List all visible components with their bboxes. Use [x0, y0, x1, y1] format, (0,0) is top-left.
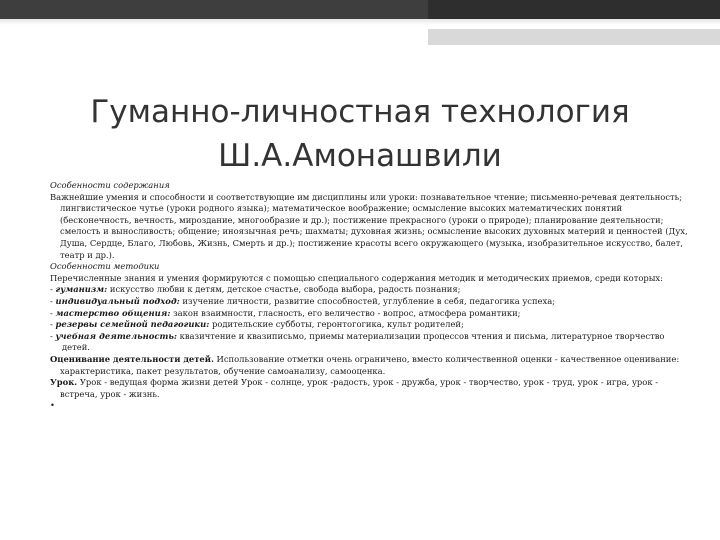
slide-body: [50, 180, 690, 412]
title-line-1: Гуманно-личностная технология: [90, 94, 630, 130]
empty-bullet: •: [50, 400, 55, 411]
content-heading: Особенности содержания: [50, 180, 170, 190]
list-text: искусство любви к детям, детское счастье, свобода выбора, радость познания;: [107, 284, 461, 295]
list-item: [50, 284, 690, 296]
assessment-label: Оценивание деятельности детей.: [50, 353, 214, 364]
slide-title: [0, 90, 720, 178]
assessment-paragraph: [50, 354, 690, 377]
assessment-text: Использование отметки очень ограничено, вместо количественной оценки - качественное оценивание: характеристика, пакет результатов, обучение самоанализу, самооценка.: [60, 353, 680, 376]
list-text: квазичтение и квазиписьмо, приемы материализации процессов чтения и письма, литературное творчество детей.: [62, 330, 665, 353]
list-term: гуманизм:: [55, 284, 108, 295]
list-text: закон взаимности, гласность, его величество - вопрос, атмосфера романтики;: [170, 307, 521, 318]
method-paragraph: Перечисленные знания и умения формируются с помощью специального содержания методик и методических приемов, среди которых:: [50, 272, 663, 283]
list-term: учебная деятельность:: [55, 330, 177, 341]
top-bar-shadow: [0, 19, 720, 25]
lesson-label: Урок.: [50, 377, 78, 388]
list-term: резервы семейной педагогики:: [55, 319, 210, 330]
title-line-2: Ш.А.Амонашвили: [218, 138, 502, 174]
method-heading: Особенности методики: [50, 261, 160, 272]
list-item: [50, 331, 690, 354]
list-dash: -: [50, 295, 53, 306]
content-paragraph: Важнейшие умения и способности и соответствующие им дисциплины или уроки: познавательное чтение; письменно-речевая деятельность; лингвистическое чутье (уроки родного языка); математическое воображение; осмысление высоких математических понятий (бесконечность, вечность, мироздание, многообразие и др.); постижение прекрасного (уроки о природе); планирование деятельности; смелость и выносливость; общение; иноязычная речь; шахматы; духовная жизнь; осмысление высоких духовных материй и ценностей (Дух, Душа, Сердце, Благо, Любовь, Жизнь, Смерть и др.); постижение красоты всего окружающего (музыка, изобразительное искусство, балет, театр и др.).: [50, 191, 688, 260]
top-bar-accent: [428, 0, 720, 19]
decorative-band: [428, 29, 720, 45]
list-text: изучение личности, развитие способностей, углубление в себя, педагогика успеха;: [179, 295, 556, 306]
list-dash: -: [50, 284, 53, 295]
list-dash: -: [50, 330, 53, 341]
list-item: [50, 296, 690, 308]
list-dash: -: [50, 307, 53, 318]
list-item: [50, 319, 690, 331]
list-term: мастерство общения:: [55, 307, 171, 318]
list-term: индивидуальный подход:: [55, 295, 180, 306]
list-text: родительские субботы, геронтогогика, культ родителей;: [209, 319, 464, 330]
lesson-paragraph: [50, 377, 690, 400]
list-dash: -: [50, 319, 53, 330]
list-item: [50, 308, 690, 320]
lesson-text: Урок - ведущая форма жизни детей Урок - солнце, урок -радость, урок - дружба, урок - творчество, урок - труд, урок - игра, урок - встреча, урок - жизнь.: [60, 377, 659, 399]
